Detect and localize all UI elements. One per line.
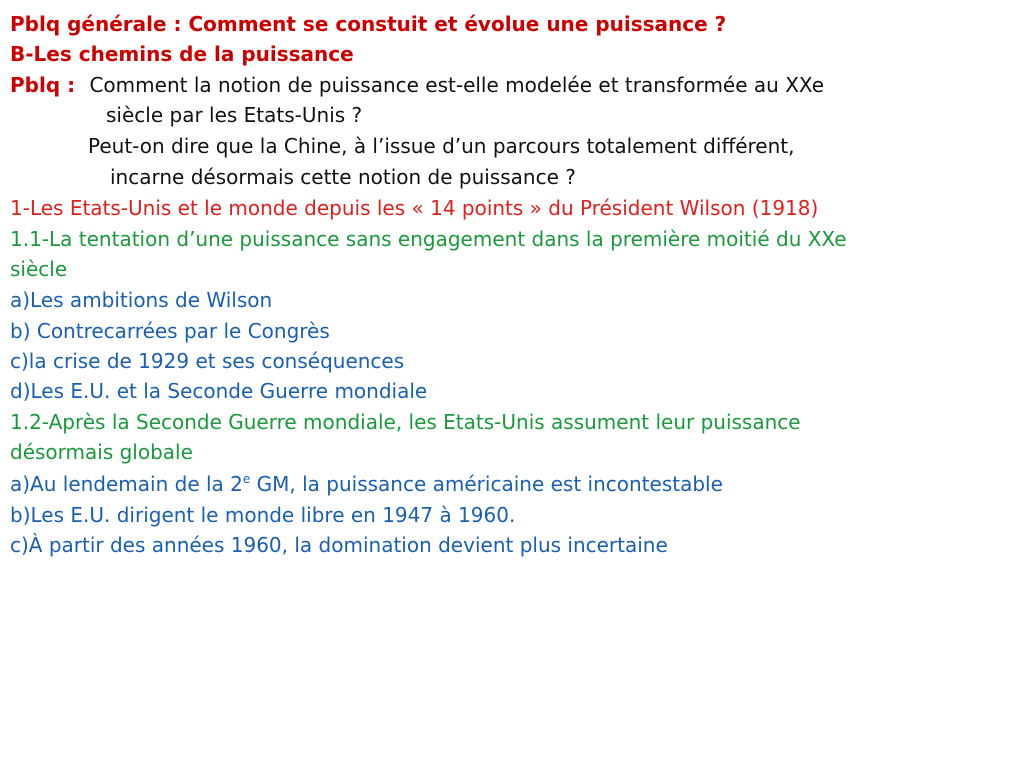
- item-1-2-a-superscript: e: [242, 472, 251, 486]
- item-1-2-c: c)À partir des années 1960, la domination devient plus incertaine: [10, 533, 668, 557]
- subsection-1-1-cont: siècle: [10, 257, 68, 281]
- item-1-1-c: c)la crise de 1929 et ses conséquences: [10, 349, 405, 373]
- problematique-generale: Pblq générale : Comment se constuit et évolue une puissance ?: [10, 12, 727, 36]
- item-1-1-d: d)Les E.U. et la Seconde Guerre mondiale: [10, 379, 428, 403]
- part-1-title: 1-Les Etats-Unis et le monde depuis les « 14 points » du Président Wilson (1918): [10, 196, 819, 220]
- item-1-2-a-start: a)Au lendemain de la 2: [10, 472, 243, 496]
- pblq-question-2-cont: incarne désormais cette notion de puissance ?: [110, 165, 576, 189]
- pblq-question-2: Peut-on dire que la Chine, à l’issue d’un parcours totalement différent,: [88, 134, 795, 158]
- item-1-2-a-end: GM, la puissance américaine est incontestable: [250, 472, 723, 496]
- subsection-1-1: 1.1-La tentation d’une puissance sans engagement dans la première moitié du XXe: [10, 227, 847, 251]
- subsection-1-2-cont: désormais globale: [10, 440, 193, 464]
- item-1-1-b: b) Contrecarrées par le Congrès: [10, 319, 330, 343]
- pblq-question-1-cont: siècle par les Etats-Unis ?: [106, 103, 363, 127]
- section-title: B-Les chemins de la puissance: [10, 42, 354, 66]
- item-1-2-a: [10, 469, 723, 499]
- subsection-1-2: 1.2-Après la Seconde Guerre mondiale, les Etats-Unis assument leur puissance: [10, 410, 801, 434]
- pblq-label: Pblq :: [10, 73, 76, 97]
- pblq-question-1: Comment la notion de puissance est-elle modelée et transformée au XXe: [89, 73, 824, 97]
- item-1-1-a: a)Les ambitions de Wilson: [10, 288, 273, 312]
- item-1-2-b: b)Les E.U. dirigent le monde libre en 1947 à 1960.: [10, 503, 516, 527]
- pblq-row: [10, 70, 824, 100]
